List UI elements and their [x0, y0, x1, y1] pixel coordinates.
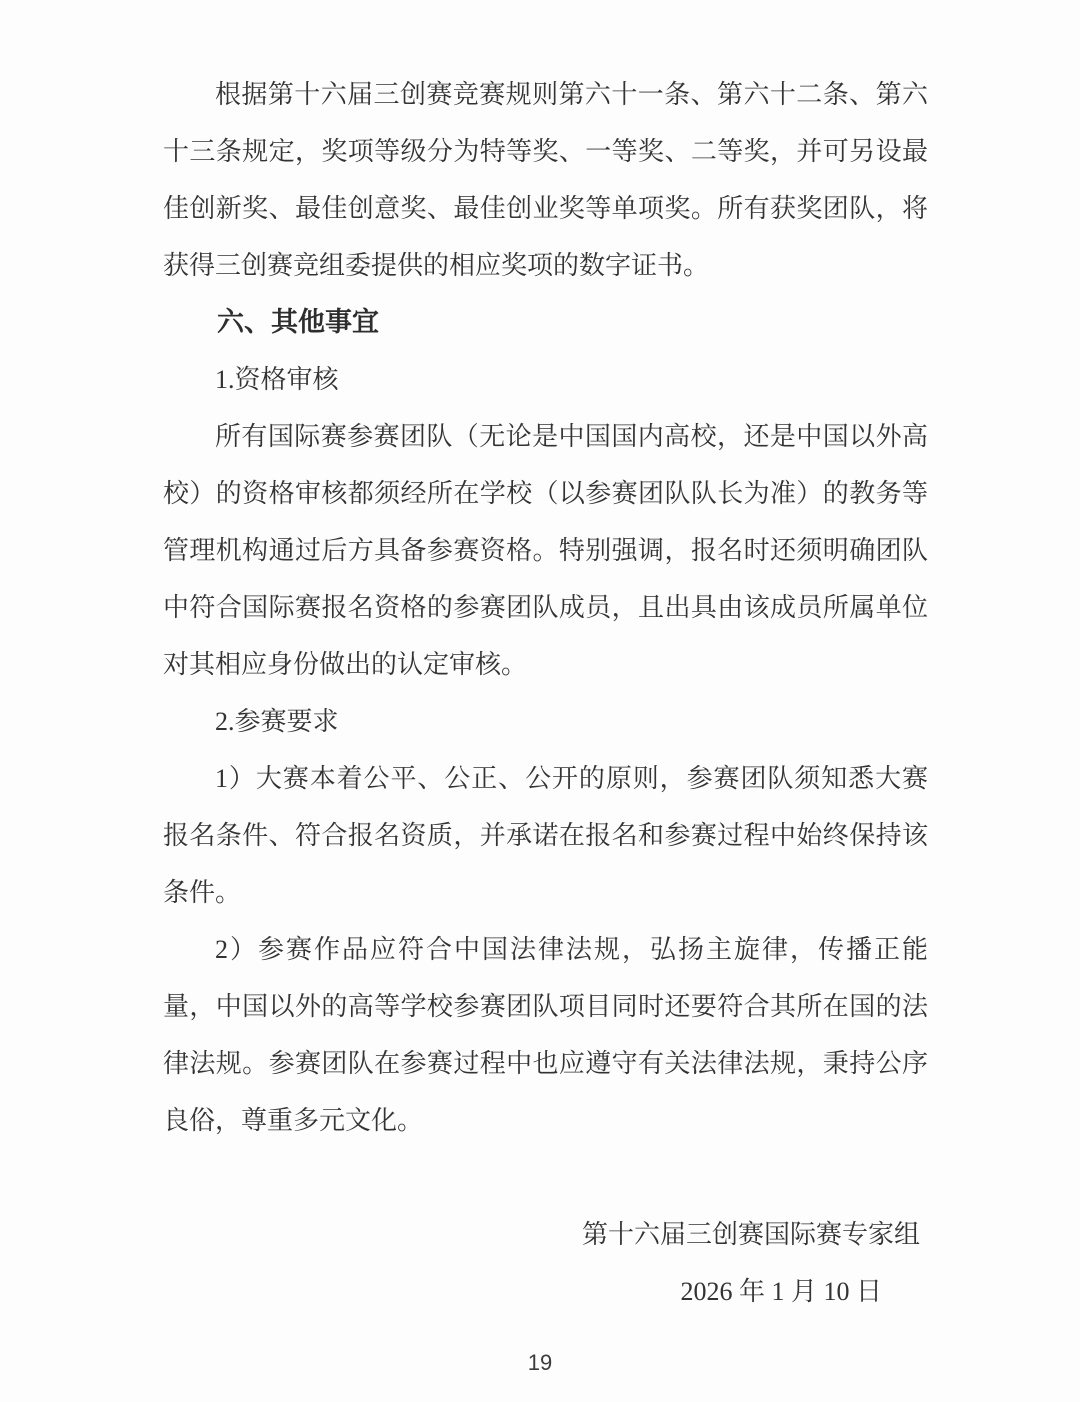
entry-requirement-paragraph-2: 2）参赛作品应符合中国法律法规，弘扬主旋律，传播正能量，中国以外的高等学校参赛团队项目同时还要符合其所在国的法律法规。参赛团队在参赛过程中也应遵守有关法律法规，秉持公序良俗，尊重多元文化。 — [163, 935, 928, 1135]
signature-block — [163, 1206, 928, 1320]
entry-requirement-paragraph-1: 1）大赛本着公平、公正、公开的原则，参赛团队须知悉大赛报名条件、符合报名资质，并承诺在报名和参赛过程中始终保持该条件。 — [163, 764, 928, 907]
subsection-title-entry-requirements: 2.参赛要求 — [215, 707, 339, 736]
qualification-review-paragraph: 所有国际赛参赛团队（无论是中国国内高校，还是中国以外高校）的资格审核都须经所在学校（以参赛团队队长为准）的教务等管理机构通过后方具备参赛资格。特别强调，报名时还须明确团队中符合国际赛报名资格的参赛团队成员，且出具由该成员所属单位对其相应身份做出的认定审核。 — [163, 422, 928, 679]
section-heading: 六、其他事宜 — [217, 307, 379, 337]
intro-paragraph: 根据第十六届三创赛竞赛规则第六十一条、第六十二条、第六十三条规定，奖项等级分为特等奖、一等奖、二等奖，并可另设最佳创新奖、最佳创意奖、最佳创业奖等单项奖。所有获奖团队，将获得三创赛竞组委提供的相应奖项的数字证书。 — [163, 80, 928, 280]
page-number: 19 — [527, 1349, 553, 1375]
date-line: 2026 年 1 月 10 日 — [680, 1277, 882, 1306]
subsection-title-qualification-review: 1.资格审核 — [215, 365, 339, 394]
signature-line: 第十六届三创赛国际赛专家组 — [581, 1220, 920, 1249]
